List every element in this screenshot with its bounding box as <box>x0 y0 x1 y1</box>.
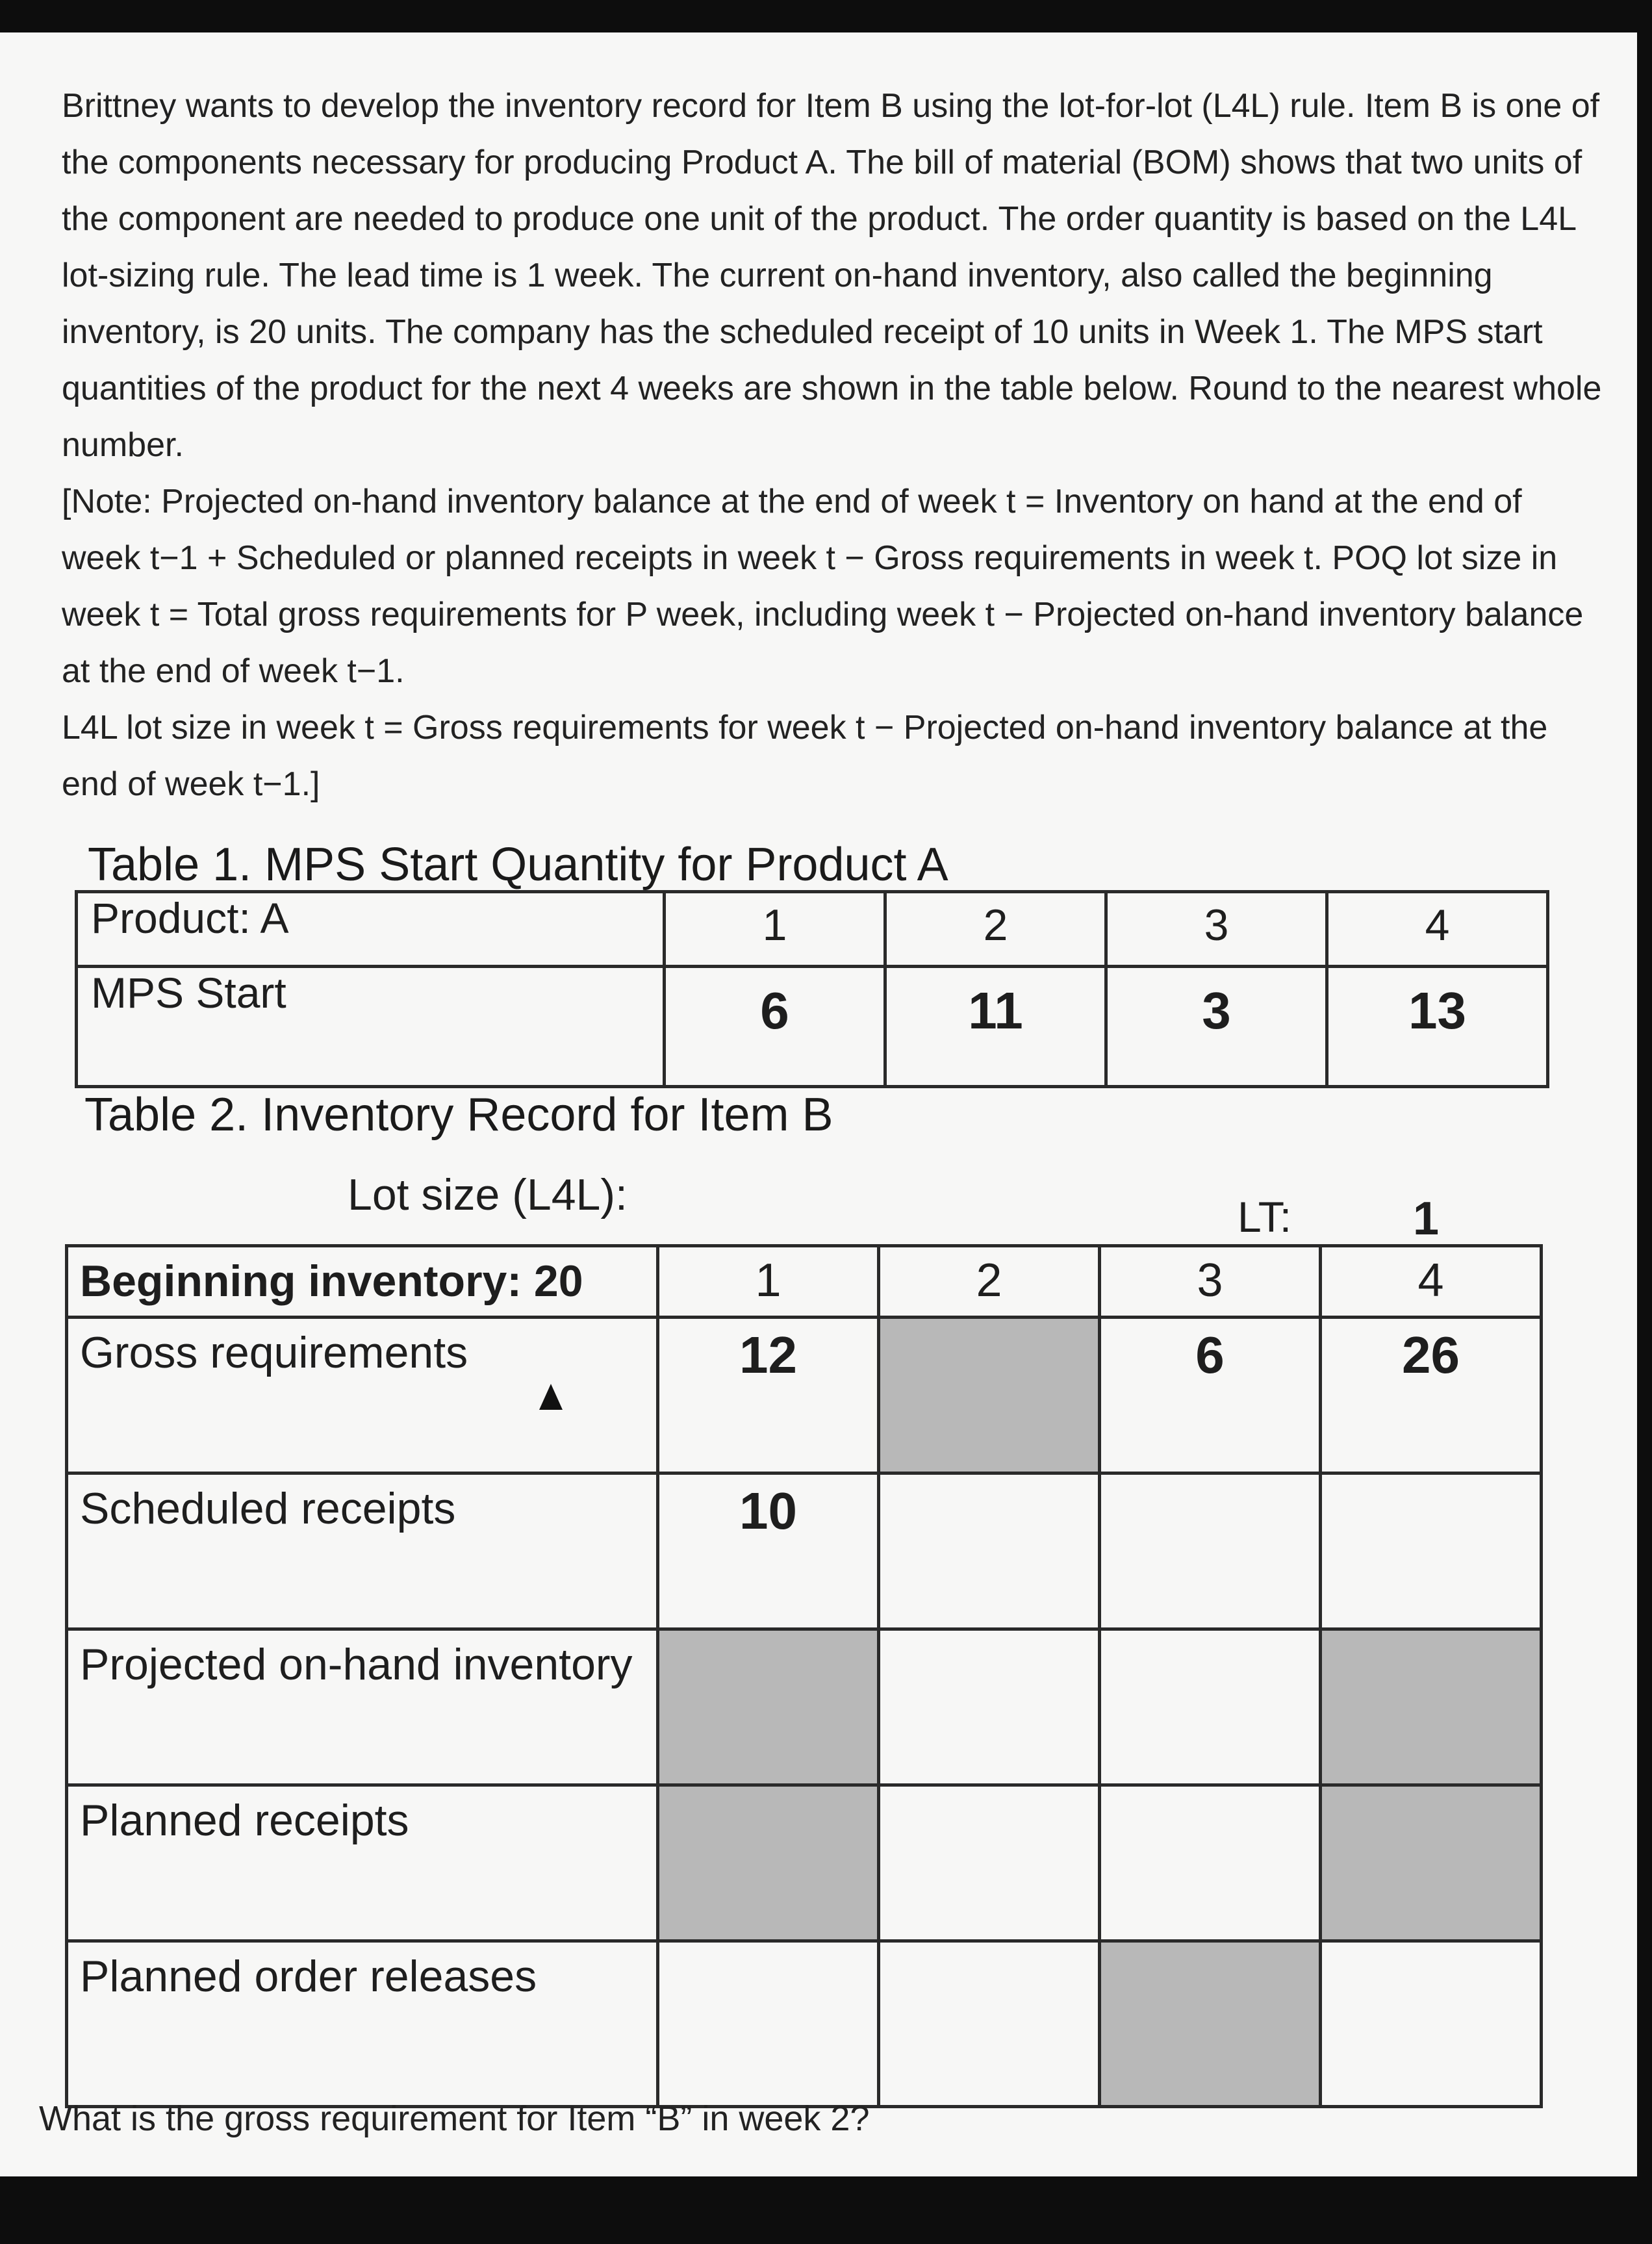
mps-value: 3 <box>1106 967 1327 1087</box>
mps-start-label: MPS Start <box>77 967 665 1087</box>
planned-receipts-label: Planned receipts <box>67 1785 658 1941</box>
scheduled-receipt-cell: 10 <box>658 1473 879 1629</box>
table2-title: Table 2. Inventory Record for Item B <box>84 1089 833 1141</box>
gross-requirement-cell: 6 <box>1100 1318 1321 1473</box>
projected-on-hand-cell <box>1100 1629 1321 1785</box>
mps-value: 6 <box>665 967 885 1087</box>
product-label: Product: A <box>77 892 665 967</box>
planned-order-release-input-cell[interactable] <box>1100 1941 1321 2107</box>
gross-requirement-cell: 12 <box>658 1318 879 1473</box>
projected-on-hand-input-cell[interactable] <box>1321 1629 1542 1785</box>
l4l-formula-note: L4L lot size in week t = Gross requirements for week t − Projected on-hand inventory balance at the end of week t−1.] <box>62 709 1548 803</box>
scheduled-receipts-label: Scheduled receipts <box>67 1473 658 1629</box>
gross-requirement-cell: 26 <box>1321 1318 1542 1473</box>
projected-on-hand-label: Projected on-hand inventory <box>67 1629 658 1785</box>
week-header: 1 <box>665 892 885 967</box>
planned-order-release-cell <box>1321 1941 1542 2107</box>
problem-paragraph: Brittney wants to develop the inventory record for Item B using the lot-for-lot (L4L) rule. Item B is one of the components necessary for producing Product A. The bill of material (BOM) shows that two units of the component are needed to produce one unit of the product. The order quantity is based on the L4L lot-sizing rule. The lead time is 1 week. The current on-hand inventory, also called the beginning inventory, is 20 units. The company has the scheduled receipt of 10 units in Week 1. The MPS start quantities of the product for the next 4 weeks are shown in the table below. Round to the nearest whole number. <box>62 87 1602 464</box>
mps-value: 13 <box>1327 967 1548 1087</box>
planned-receipt-cell <box>879 1785 1100 1941</box>
lead-time-value: 1 <box>1413 1193 1440 1245</box>
week-header: 4 <box>1321 1246 1542 1318</box>
lot-size-label: Lot size (L4L): <box>348 1170 628 1219</box>
planned-receipt-input-cell[interactable] <box>658 1785 879 1941</box>
week-header: 1 <box>658 1246 879 1318</box>
planned-receipt-input-cell[interactable] <box>1321 1785 1542 1941</box>
inventory-record-table <box>65 1244 1543 2108</box>
planned-order-release-cell <box>879 1941 1100 2107</box>
scheduled-receipt-cell <box>1321 1473 1542 1629</box>
week-header: 3 <box>1100 1246 1321 1318</box>
planned-receipt-cell <box>1100 1785 1321 1941</box>
question-text: What is the gross requirement for Item “B” in week 2? <box>39 2099 870 2138</box>
beginning-inventory-label: Beginning inventory: 20 <box>67 1246 658 1318</box>
formula-note: [Note: Projected on-hand inventory balance at the end of week t = Inventory on hand at the end of week t−1 + Scheduled or planned receipts in week t − Gross requirements in week t. POQ lot size in week t = Total gross requirements for P week, including week t − Projected on-hand inventory balance at the end of week t−1. <box>62 483 1584 690</box>
table1-title: Table 1. MPS Start Quantity for Product A <box>88 839 948 891</box>
mps-table <box>75 890 1549 1088</box>
mps-value: 11 <box>885 967 1106 1087</box>
gross-requirement-input-cell[interactable] <box>879 1318 1100 1473</box>
week-header: 2 <box>879 1246 1100 1318</box>
projected-on-hand-input-cell[interactable] <box>658 1629 879 1785</box>
scheduled-receipt-cell <box>1100 1473 1321 1629</box>
lead-time-label: LT: <box>1238 1193 1292 1241</box>
gross-requirements-label: Gross requirements <box>67 1318 658 1473</box>
planned-order-releases-label: Planned order releases <box>67 1941 658 2107</box>
week-header: 2 <box>885 892 1106 967</box>
scheduled-receipt-cell <box>879 1473 1100 1629</box>
mouse-cursor-icon <box>539 1384 563 1410</box>
week-header: 4 <box>1327 892 1548 967</box>
week-header: 3 <box>1106 892 1327 967</box>
problem-statement <box>62 78 1608 813</box>
projected-on-hand-cell <box>879 1629 1100 1785</box>
planned-order-release-cell <box>658 1941 879 2107</box>
